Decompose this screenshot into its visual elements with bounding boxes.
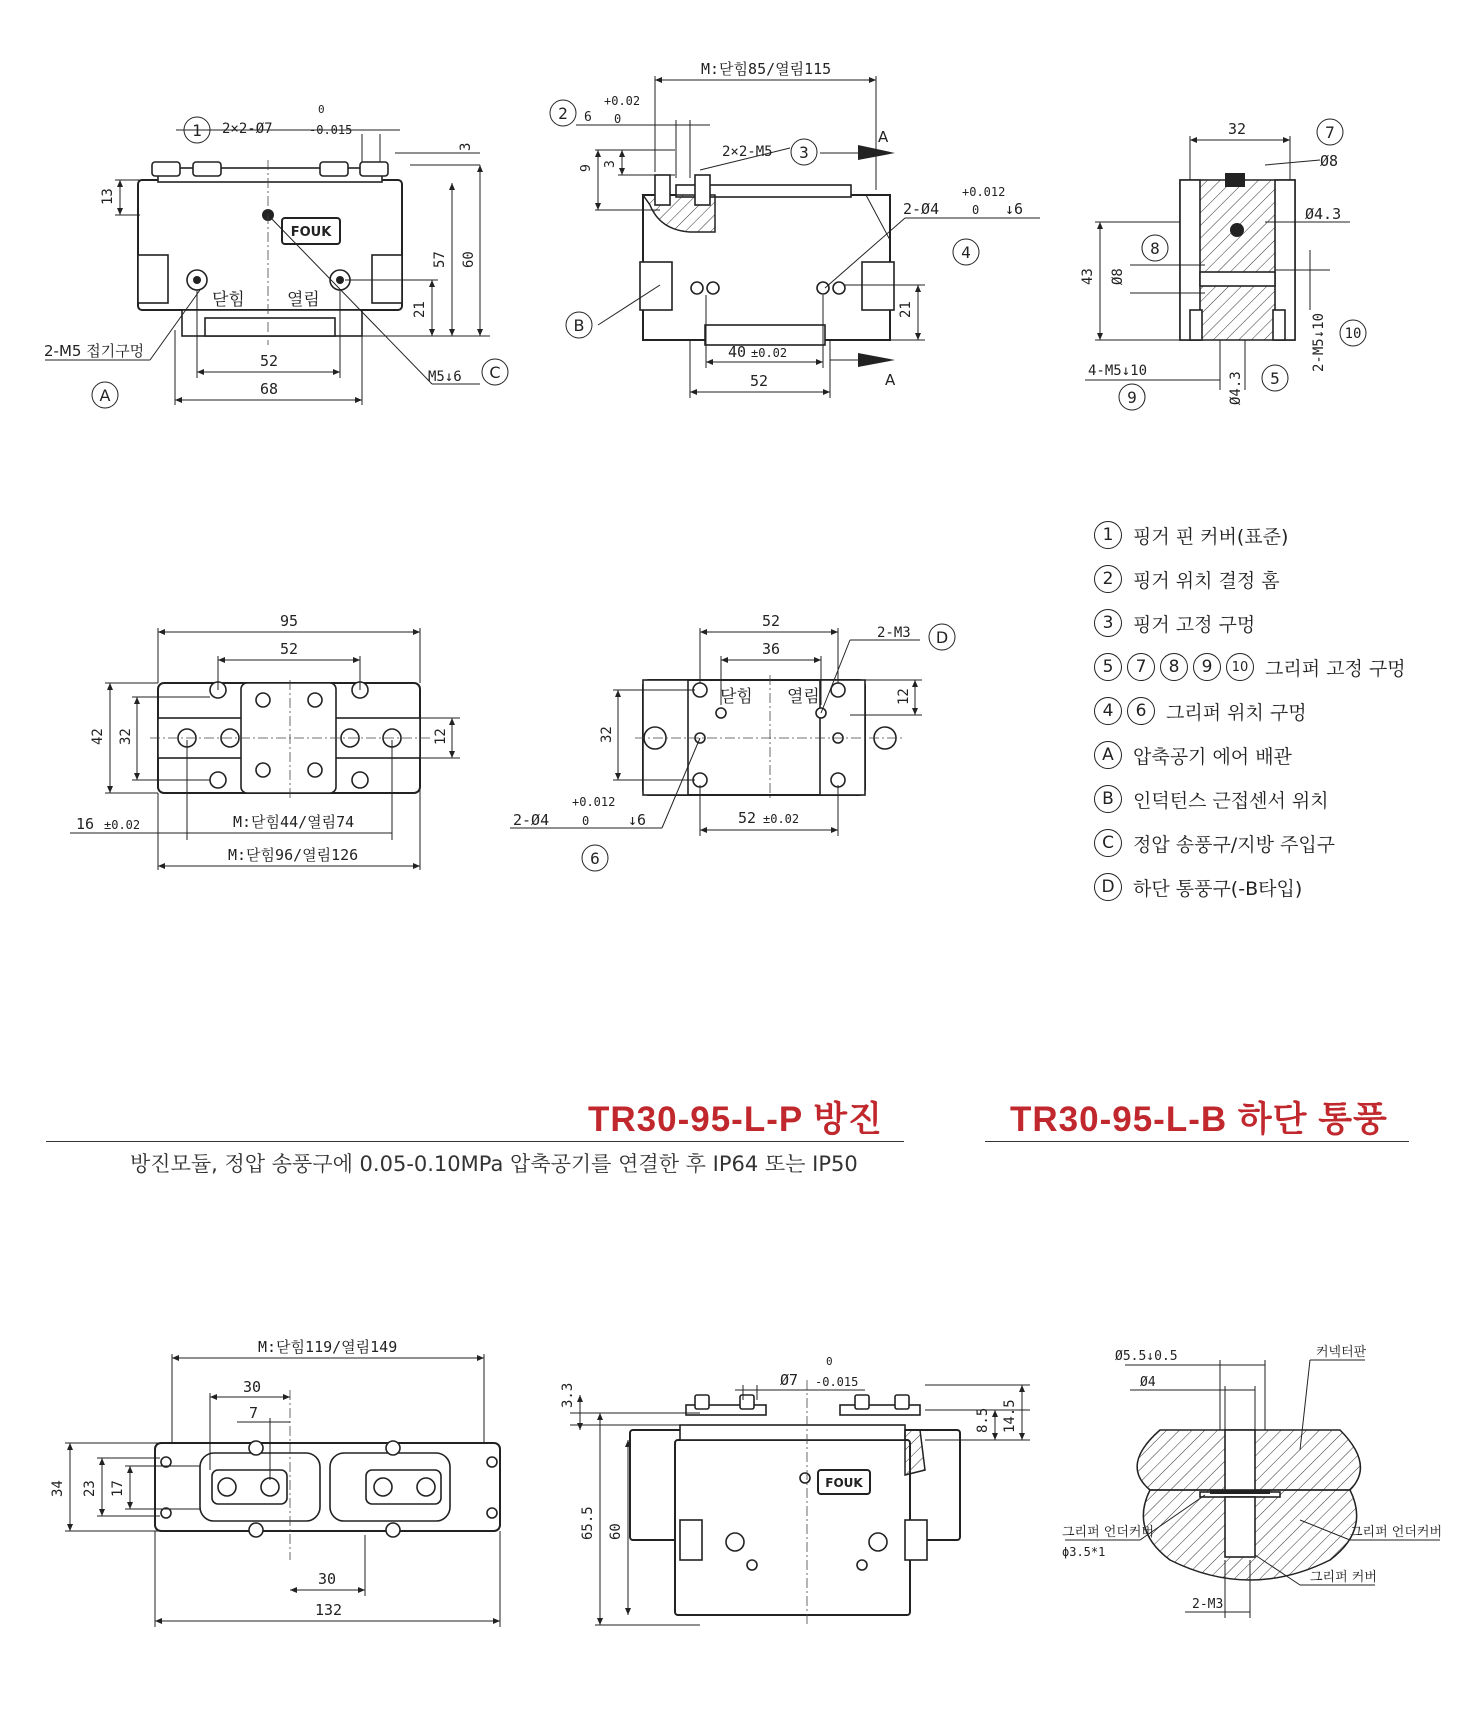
svg-text:132: 132: [315, 1601, 343, 1619]
view-bottom-middle: [510, 612, 922, 836]
svg-text:60: 60: [608, 1523, 624, 1540]
svg-text:12: 12: [433, 728, 449, 745]
svg-text:+0.02: +0.02: [604, 94, 641, 108]
svg-text:1: 1: [192, 121, 202, 140]
svg-text:3.3: 3.3: [560, 1382, 576, 1408]
svg-text:M:닫힘85/열림115: M:닫힘85/열림115: [701, 60, 832, 78]
svg-text:5: 5: [1270, 369, 1280, 388]
svg-text:4-M5↓10: 4-M5↓10: [1088, 363, 1148, 379]
svg-text:68: 68: [260, 380, 279, 398]
svg-text:95: 95: [280, 612, 299, 630]
svg-text:0: 0: [318, 103, 325, 116]
svg-text:2-M5 접기구멍: 2-M5 접기구멍: [44, 342, 145, 360]
svg-text:A: A: [878, 128, 889, 146]
svg-text:52: 52: [738, 809, 757, 827]
legend: [1094, 513, 1406, 909]
svg-text:17: 17: [110, 1480, 126, 1497]
svg-text:B: B: [573, 316, 585, 335]
svg-text:D: D: [935, 628, 949, 647]
svg-text:3: 3: [799, 143, 809, 162]
svg-text:52: 52: [280, 640, 299, 658]
svg-text:ϕ3.5*1: ϕ3.5*1: [1062, 1545, 1106, 1559]
svg-text:3: 3: [603, 160, 618, 168]
svg-text:65.5: 65.5: [580, 1506, 596, 1540]
svg-text:그리퍼 언더커버: 그리퍼 언더커버: [1350, 1525, 1443, 1540]
svg-text:4: 4: [961, 243, 971, 262]
view-side-top-middle: [573, 60, 1040, 398]
svg-text:32: 32: [1228, 120, 1247, 138]
legend-item: D 하단 통풍구(-B타입): [1094, 865, 1406, 909]
svg-text:0: 0: [826, 1355, 833, 1368]
svg-text:12: 12: [896, 688, 912, 705]
callout-8: [1142, 235, 1168, 261]
svg-text:M:닫힘96/열림126: M:닫힘96/열림126: [228, 846, 359, 864]
svg-text:닫힘: 닫힘: [720, 687, 753, 707]
svg-text:8: 8: [1150, 239, 1160, 258]
legend-item: 2 핑거 위치 결정 홈: [1094, 557, 1406, 601]
svg-text:2-Ø4: 2-Ø4: [513, 811, 550, 829]
svg-text:Ø8: Ø8: [1110, 268, 1126, 285]
svg-text:Ø5.5↓0.5: Ø5.5↓0.5: [1115, 1349, 1178, 1364]
svg-text:7: 7: [249, 1404, 259, 1422]
brand-logo: FOUK: [290, 225, 332, 240]
svg-text:0: 0: [614, 112, 622, 126]
view-section-top-right: [1080, 120, 1350, 405]
callout-B: [566, 312, 592, 338]
svg-text:↓6: ↓6: [1005, 200, 1024, 218]
svg-text:52: 52: [260, 352, 279, 370]
section-rule-left: [46, 1141, 904, 1142]
svg-text:8.5: 8.5: [975, 1407, 991, 1433]
svg-text:2-Ø4: 2-Ø4: [903, 200, 940, 218]
svg-text:±0.02: ±0.02: [104, 818, 141, 832]
legend-item: 4 6 그리퍼 위치 구멍: [1094, 689, 1406, 733]
svg-text:30: 30: [318, 1570, 337, 1588]
svg-text:0: 0: [582, 814, 590, 828]
svg-text:-0.015: -0.015: [815, 1375, 859, 1389]
svg-text:60: 60: [461, 251, 477, 268]
view-front-top-left: [44, 103, 490, 405]
svg-text:Ø7: Ø7: [780, 1371, 799, 1389]
svg-text:23: 23: [82, 1480, 98, 1497]
legend-item: C 정압 송풍구/지방 주입구: [1094, 821, 1406, 865]
svg-text:열림: 열림: [287, 290, 320, 310]
svg-text:+0.012: +0.012: [572, 795, 616, 809]
section-rule-right: [985, 1141, 1409, 1142]
svg-text:21: 21: [898, 301, 914, 318]
svg-text:커넥터판: 커넥터판: [1316, 1345, 1367, 1360]
svg-text:57: 57: [432, 251, 448, 268]
view-p-type-front: [560, 1355, 1030, 1625]
svg-text:Ø4.3: Ø4.3: [1305, 205, 1342, 223]
svg-text:40: 40: [728, 343, 747, 361]
svg-text:닫힘: 닫힘: [212, 290, 245, 310]
svg-text:34: 34: [50, 1480, 66, 1497]
svg-text:M5↓6: M5↓6: [428, 369, 462, 385]
callout-A: [92, 382, 118, 408]
svg-text:32: 32: [599, 726, 615, 743]
callout-C: [482, 359, 508, 385]
svg-text:9: 9: [579, 164, 594, 172]
svg-text:Ø4.3: Ø4.3: [1228, 371, 1244, 405]
legend-item: 3 핑거 고정 구멍: [1094, 601, 1406, 645]
svg-text:3: 3: [458, 142, 474, 151]
svg-text:C: C: [489, 363, 501, 382]
callout-3: [791, 139, 817, 165]
svg-text:13: 13: [100, 188, 116, 205]
section-title-b: TR30-95-L-B 하단 통풍: [1010, 1100, 1388, 1139]
svg-text:2×2-Ø7: 2×2-Ø7: [222, 121, 273, 137]
svg-text:36: 36: [762, 640, 781, 658]
svg-text:7: 7: [1325, 123, 1335, 142]
svg-text:16: 16: [76, 815, 95, 833]
legend-item: A 압축공기 에어 배관: [1094, 733, 1406, 777]
svg-text:2: 2: [558, 104, 568, 123]
svg-text:A: A: [885, 371, 896, 389]
legend-item: 5 7 8 9 10 그리퍼 고정 구멍: [1094, 645, 1406, 689]
svg-text:2-M3: 2-M3: [1192, 1597, 1224, 1612]
svg-text:+0.012: +0.012: [962, 185, 1006, 199]
callout-2: [550, 100, 576, 126]
svg-text:21: 21: [412, 301, 428, 318]
svg-text:32: 32: [118, 728, 134, 745]
svg-text:9: 9: [1127, 388, 1137, 407]
svg-text:그리퍼 커버: 그리퍼 커버: [1310, 1570, 1377, 1585]
svg-text:0: 0: [972, 203, 980, 217]
svg-text:A: A: [99, 386, 111, 405]
legend-item: B 인덕턴스 근접센서 위치: [1094, 777, 1406, 821]
svg-text:30: 30: [243, 1378, 262, 1396]
brand-logo-2: FOUK: [825, 1476, 863, 1490]
svg-text:6: 6: [590, 849, 600, 868]
svg-text:2-M3: 2-M3: [877, 625, 911, 641]
callout-6: [582, 845, 608, 871]
svg-text:2×2-M5: 2×2-M5: [722, 144, 773, 160]
svg-text:52: 52: [762, 612, 781, 630]
callout-D: [929, 624, 955, 650]
svg-text:M:닫힘44/열림74: M:닫힘44/열림74: [233, 813, 355, 831]
callout-10: [1340, 320, 1366, 346]
section-description-p: 방진모듈, 정압 송풍구에 0.05-0.10MPa 압축공기를 연결한 후 IP64 또는 IP50: [130, 1152, 858, 1176]
svg-text:Ø8: Ø8: [1320, 152, 1339, 170]
view-top-middle-left: [70, 612, 460, 870]
svg-text:Ø4: Ø4: [1140, 1375, 1156, 1390]
legend-item: 1 핑거 핀 커버(표준): [1094, 513, 1406, 557]
section-title-p: TR30-95-L-P 방진: [588, 1100, 883, 1139]
svg-text:10: 10: [1344, 326, 1362, 342]
callout-4: [953, 239, 979, 265]
callout-5: [1262, 365, 1288, 391]
svg-text:42: 42: [90, 728, 106, 745]
svg-text:그리퍼 언더커버: 그리퍼 언더커버: [1062, 1525, 1155, 1540]
svg-text:-0.015: -0.015: [309, 123, 353, 137]
svg-text:6: 6: [584, 110, 592, 125]
callout-9: [1119, 384, 1145, 410]
svg-text:43: 43: [1080, 268, 1096, 285]
svg-text:2-M5↓10: 2-M5↓10: [1311, 312, 1327, 372]
view-p-type-top: [50, 1338, 500, 1627]
svg-text:열림: 열림: [787, 687, 820, 707]
svg-text:↓6: ↓6: [628, 811, 647, 829]
svg-text:14.5: 14.5: [1002, 1399, 1018, 1433]
view-b-type-section: [1062, 1344, 1442, 1618]
svg-text:±0.02: ±0.02: [763, 812, 800, 826]
callout-7: [1317, 119, 1343, 145]
svg-text:52: 52: [750, 372, 769, 390]
svg-text:±0.02: ±0.02: [751, 346, 788, 360]
svg-text:M:닫힘119/열림149: M:닫힘119/열림149: [258, 1338, 398, 1356]
